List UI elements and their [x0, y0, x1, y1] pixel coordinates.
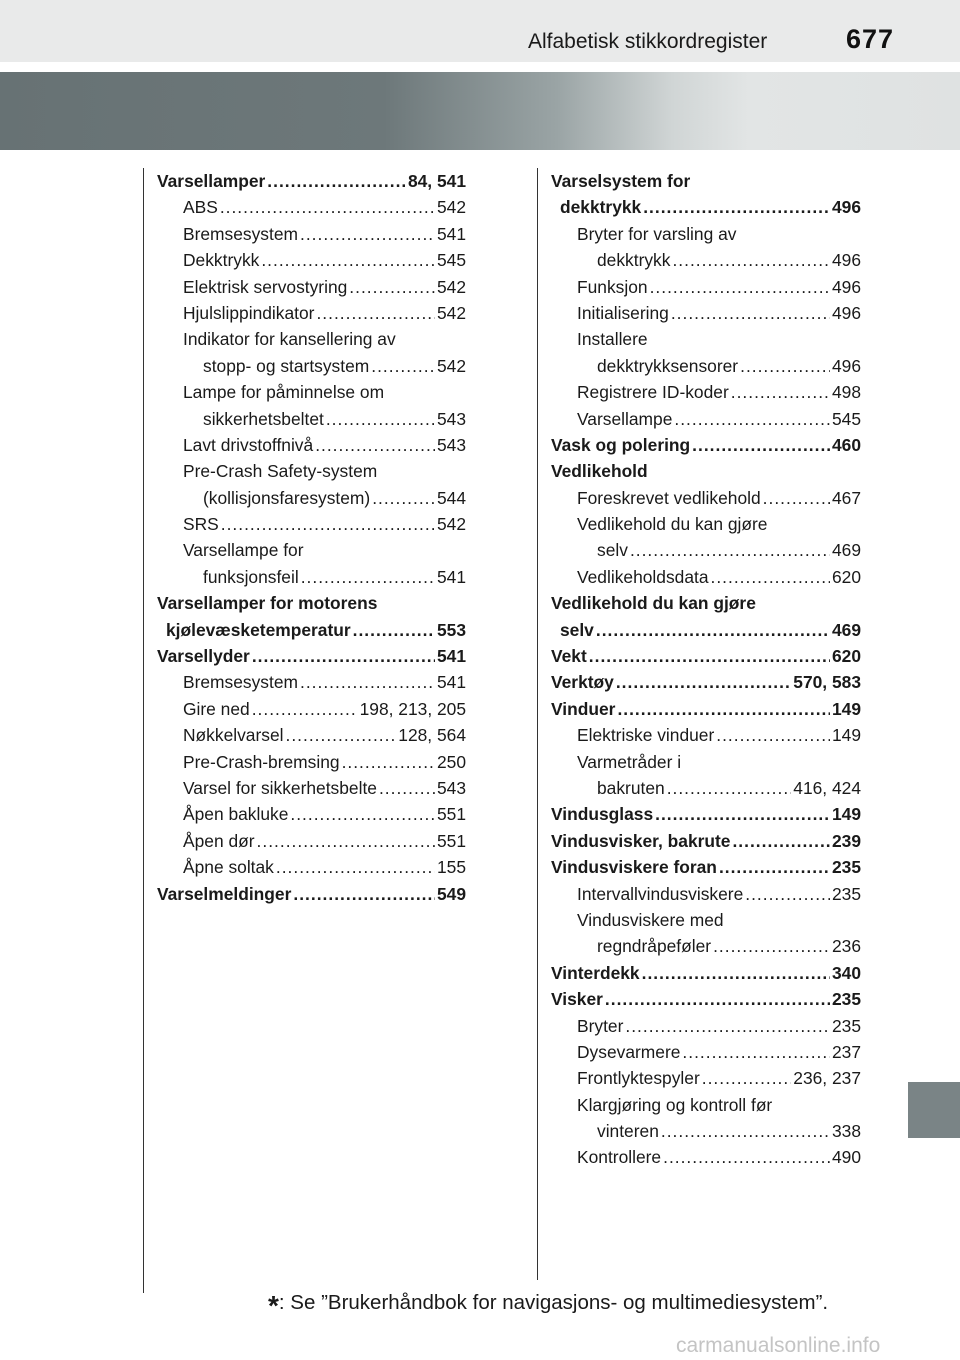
index-page-ref: 235	[831, 1015, 861, 1036]
index-term: Elektrisk servostyring	[183, 276, 348, 297]
index-entry	[157, 353, 466, 379]
index-entry	[551, 722, 861, 748]
dot-leader	[589, 643, 830, 669]
index-term: Vedlikehold	[551, 461, 648, 482]
index-term: Verktøy	[551, 672, 614, 693]
index-entry	[551, 986, 861, 1012]
index-page-ref: 542	[436, 302, 466, 323]
index-entry	[157, 247, 466, 273]
dot-leader	[671, 300, 830, 326]
index-page-ref: 496	[831, 302, 861, 323]
index-entry	[551, 696, 861, 722]
footnote-text: : Se ”Brukerhåndbok for navigasjons- og multimediesystem”.	[278, 1291, 829, 1314]
index-term: ABS	[183, 197, 218, 218]
index-page-ref: 128, 564	[398, 725, 466, 746]
dot-leader	[300, 669, 435, 695]
index-term: (kollisjonsfaresystem)	[203, 487, 371, 508]
index-page-ref: 549	[436, 883, 466, 904]
index-column-right	[551, 168, 861, 1171]
index-term: dekktrykk	[597, 250, 671, 271]
dot-leader	[252, 696, 358, 722]
dot-leader	[740, 353, 830, 379]
index-entry	[157, 854, 466, 880]
dot-leader	[682, 1039, 830, 1065]
index-entry	[157, 274, 466, 300]
index-term: bakruten	[597, 777, 665, 798]
index-page-ref: 542	[436, 355, 466, 376]
index-entry	[551, 960, 861, 986]
index-entry	[551, 590, 861, 616]
dot-leader	[371, 353, 435, 379]
index-entry	[551, 406, 861, 432]
dot-leader	[267, 168, 406, 194]
index-term: Bremsesystem	[183, 672, 298, 693]
index-page-ref: 490	[831, 1147, 861, 1168]
index-term: Kontrollere	[577, 1147, 662, 1168]
watermark: carmanualsonline.info	[676, 1334, 881, 1357]
index-term: Intervallvindusviskere	[577, 883, 744, 904]
dot-leader	[300, 221, 435, 247]
dot-leader	[301, 564, 435, 590]
dot-leader	[642, 960, 830, 986]
index-entry	[157, 749, 466, 775]
index-page-ref: 338	[831, 1121, 861, 1142]
index-page-ref: 543	[436, 434, 466, 455]
index-term: Installere	[577, 329, 648, 350]
index-page-ref: 469	[831, 619, 861, 640]
index-column-left	[157, 168, 466, 907]
index-page-ref: 543	[436, 408, 466, 429]
index-term: Vedlikeholdsdata	[577, 566, 709, 587]
index-entry	[157, 696, 466, 722]
index-entry	[551, 801, 861, 827]
column-divider-rule	[537, 168, 538, 1280]
dot-leader	[719, 854, 830, 880]
index-entry	[157, 379, 466, 405]
index-page-ref: 498	[831, 382, 861, 403]
dot-leader	[731, 379, 830, 405]
section-title: Alfabetisk stikkordregister	[528, 30, 768, 53]
index-term: Vindusglass	[551, 804, 654, 825]
index-page-ref: 551	[436, 830, 466, 851]
index-term: Lavt drivstoffnivå	[183, 434, 314, 455]
dot-leader	[745, 881, 830, 907]
index-term: Varselsystem for	[551, 171, 691, 191]
dot-leader	[711, 564, 830, 590]
index-entry	[551, 168, 861, 194]
dot-leader	[315, 432, 435, 458]
index-term: Åpen bakluke	[183, 804, 289, 825]
index-term: SRS	[183, 514, 219, 535]
index-term: Varsel for sikkerhetsbelte	[183, 777, 377, 798]
index-entry	[157, 881, 466, 907]
index-page-ref: 541	[436, 566, 466, 587]
index-term: Pre-Crash-bremsing	[183, 751, 340, 772]
index-page-ref: 239	[831, 830, 861, 851]
dot-leader	[286, 722, 397, 748]
index-term: Vask og polering	[551, 434, 691, 455]
index-term: Indikator for kansellering av	[183, 329, 396, 350]
index-entry	[157, 485, 466, 511]
index-page-ref: 416, 424	[793, 777, 861, 798]
index-term: Vindusvisker, bakrute	[551, 830, 731, 851]
dot-leader	[625, 1013, 830, 1039]
index-entry	[157, 511, 466, 537]
index-term: vinteren	[597, 1121, 659, 1142]
index-page-ref: 149	[831, 725, 861, 746]
dot-leader	[616, 669, 791, 695]
index-page-ref: 570, 583	[793, 672, 861, 693]
index-entry	[157, 194, 466, 220]
index-term: Vekt	[551, 646, 587, 667]
dot-leader	[326, 406, 435, 432]
index-term: Åpen dør	[183, 830, 255, 851]
index-entry	[157, 775, 466, 801]
index-page-ref: 496	[831, 197, 861, 218]
index-term: selv	[560, 619, 594, 640]
index-entry	[551, 828, 861, 854]
index-term: Varsellamper	[157, 171, 266, 191]
footnote-asterisk: *	[268, 1290, 279, 1321]
index-entry	[157, 643, 466, 669]
index-entry	[551, 1065, 861, 1091]
index-entry	[551, 511, 861, 537]
index-entry	[157, 722, 466, 748]
index-term: Initialisering	[577, 302, 669, 323]
index-term: Varselmeldinger	[157, 883, 292, 904]
dot-leader	[643, 194, 830, 220]
index-term: Hjulslippindikator	[183, 302, 315, 323]
index-term: selv	[597, 540, 628, 561]
index-term: Funksjon	[577, 276, 648, 297]
dot-leader	[220, 194, 435, 220]
index-term: funksjonsfeil	[203, 566, 299, 587]
index-entry	[551, 194, 861, 220]
index-page-ref: 467	[831, 487, 861, 508]
index-term: Vindusviskere foran	[551, 857, 717, 878]
index-term: Elektriske vinduer	[577, 725, 715, 746]
dot-leader	[716, 722, 830, 748]
index-term: Foreskrevet vedlikehold	[577, 487, 761, 508]
index-page-ref: 235	[831, 857, 861, 878]
dot-leader	[316, 300, 435, 326]
dot-leader	[667, 775, 792, 801]
index-page-ref: 545	[436, 250, 466, 271]
dot-leader	[261, 247, 435, 273]
dot-leader	[349, 274, 435, 300]
dot-leader	[617, 696, 830, 722]
index-page-ref: 542	[436, 514, 466, 535]
dot-leader	[353, 617, 435, 643]
index-entry	[157, 432, 466, 458]
page-number: 677	[846, 24, 895, 54]
index-entry	[157, 801, 466, 827]
dot-leader	[732, 828, 830, 854]
index-term: Bryter for varsling av	[577, 223, 737, 244]
dot-leader	[372, 485, 435, 511]
index-entry	[157, 590, 466, 616]
index-entry	[157, 617, 466, 643]
dot-leader	[655, 801, 830, 827]
index-page-ref: 541	[436, 223, 466, 244]
index-term: sikkerhetsbeltet	[203, 408, 324, 429]
index-page-ref: 545	[831, 408, 861, 429]
index-entry	[157, 406, 466, 432]
index-term: Varsellamper for motorens	[157, 593, 378, 614]
index-entry	[551, 300, 861, 326]
index-term: Registrere ID-koder	[577, 382, 729, 403]
index-entry	[551, 247, 861, 273]
index-term: Vinduer	[551, 698, 616, 719]
index-page-ref: 155	[436, 857, 466, 878]
dot-leader	[221, 511, 435, 537]
index-term: Åpne soltak	[183, 857, 274, 878]
index-entry	[157, 221, 466, 247]
index-page-ref: 235	[831, 883, 861, 904]
dot-leader	[293, 881, 435, 907]
index-page-ref: 236	[831, 936, 861, 957]
index-term: Vindusviskere med	[577, 909, 724, 930]
index-page-ref: 496	[831, 276, 861, 297]
index-entry	[157, 300, 466, 326]
index-entry	[157, 828, 466, 854]
index-entry	[551, 274, 861, 300]
index-page-ref: 340	[831, 962, 861, 983]
index-entry	[157, 537, 466, 563]
index-entry	[157, 669, 466, 695]
index-entry	[551, 564, 861, 590]
index-entry	[551, 485, 861, 511]
index-entry	[551, 749, 861, 775]
index-term: Varsellyder	[157, 646, 250, 667]
index-page-ref: 542	[436, 276, 466, 297]
dot-leader	[692, 432, 830, 458]
index-page-ref: 84, 541	[407, 171, 466, 191]
index-entry	[551, 379, 861, 405]
index-page-ref: 198, 213, 205	[359, 698, 466, 719]
index-entry	[157, 326, 466, 352]
dot-leader	[763, 485, 830, 511]
index-page-ref: 620	[831, 566, 861, 587]
index-entry	[551, 617, 861, 643]
index-page-ref: 551	[436, 804, 466, 825]
dot-leader	[702, 1065, 792, 1091]
index-entry	[157, 564, 466, 590]
index-entry	[551, 669, 861, 695]
index-page-ref: 250	[436, 751, 466, 772]
index-page-ref: 620	[831, 646, 861, 667]
index-entry	[551, 1144, 861, 1170]
dot-leader	[630, 537, 830, 563]
index-entry	[551, 643, 861, 669]
index-term: Visker	[551, 989, 603, 1010]
index-entry	[551, 537, 861, 563]
dot-leader	[672, 247, 830, 273]
index-term: Vedlikehold du kan gjøre	[551, 593, 756, 614]
dot-leader	[674, 406, 830, 432]
dot-leader	[596, 617, 830, 643]
index-page-ref: 544	[436, 487, 466, 508]
index-page-ref: 553	[436, 619, 466, 640]
header-bar	[0, 0, 960, 62]
index-page-ref: 541	[436, 646, 466, 667]
index-entry	[551, 933, 861, 959]
dot-leader	[713, 933, 830, 959]
dot-leader	[342, 749, 435, 775]
dot-leader	[650, 274, 830, 300]
index-term: Dekktrykk	[183, 250, 260, 271]
index-page-ref: 543	[436, 777, 466, 798]
index-term: Vedlikehold du kan gjøre	[577, 514, 768, 535]
dot-leader	[257, 828, 435, 854]
dot-leader	[276, 854, 435, 880]
index-entry	[551, 1092, 861, 1118]
index-term: Pre-Crash Safety-system	[183, 461, 378, 482]
index-term: Vinterdekk	[551, 962, 640, 983]
header-banner	[0, 72, 960, 150]
index-entry	[551, 221, 861, 247]
index-entry	[551, 353, 861, 379]
section-thumb-tab	[908, 1082, 960, 1138]
dot-leader	[663, 1144, 830, 1170]
index-entry	[551, 1013, 861, 1039]
index-page-ref: 541	[436, 672, 466, 693]
index-term: Dysevarmere	[577, 1041, 681, 1062]
index-term: Frontlyktespyler	[577, 1068, 700, 1089]
left-margin-rule	[143, 168, 144, 1293]
index-term: kjølevæsketemperatur	[166, 619, 351, 640]
index-term: dekktrykk	[560, 197, 642, 218]
index-entry	[551, 1118, 861, 1144]
index-entry	[157, 458, 466, 484]
index-entry	[551, 854, 861, 880]
index-page-ref: 237	[831, 1041, 861, 1062]
index-term: regndråpeføler	[597, 936, 712, 957]
index-entry	[551, 881, 861, 907]
index-term: Varmetråder i	[577, 751, 682, 772]
dot-leader	[661, 1118, 830, 1144]
dot-leader	[379, 775, 435, 801]
index-page-ref: 469	[831, 540, 861, 561]
index-term: Bremsesystem	[183, 223, 298, 244]
index-page-ref: 236, 237	[793, 1068, 861, 1089]
index-term: dekktrykksensorer	[597, 355, 739, 376]
index-entry	[551, 1039, 861, 1065]
index-page-ref: 496	[831, 250, 861, 271]
dot-leader	[252, 643, 435, 669]
index-term: Gire ned	[183, 698, 250, 719]
dot-leader	[605, 986, 830, 1012]
index-entry	[551, 326, 861, 352]
index-term: Bryter	[577, 1015, 624, 1036]
index-entry	[551, 432, 861, 458]
index-entry	[551, 775, 861, 801]
dot-leader	[290, 801, 435, 827]
index-term: Klargjøring og kontroll før	[577, 1094, 773, 1115]
index-term: stopp- og startsystem	[203, 355, 370, 376]
footnote	[268, 1284, 829, 1321]
index-page-ref: 235	[831, 989, 861, 1010]
index-entry	[551, 458, 861, 484]
index-term: Varsellampe for	[183, 540, 304, 561]
index-page-ref: 542	[436, 197, 466, 218]
index-page-ref: 149	[831, 698, 861, 719]
index-term: Lampe for påminnelse om	[183, 382, 385, 403]
index-entry	[551, 907, 861, 933]
index-page-ref: 149	[831, 804, 861, 825]
index-page-ref: 496	[831, 355, 861, 376]
index-page-ref: 460	[831, 434, 861, 455]
index-entry	[157, 168, 466, 194]
index-term: Nøkkelvarsel	[183, 725, 284, 746]
index-term: Varsellampe	[577, 408, 673, 429]
